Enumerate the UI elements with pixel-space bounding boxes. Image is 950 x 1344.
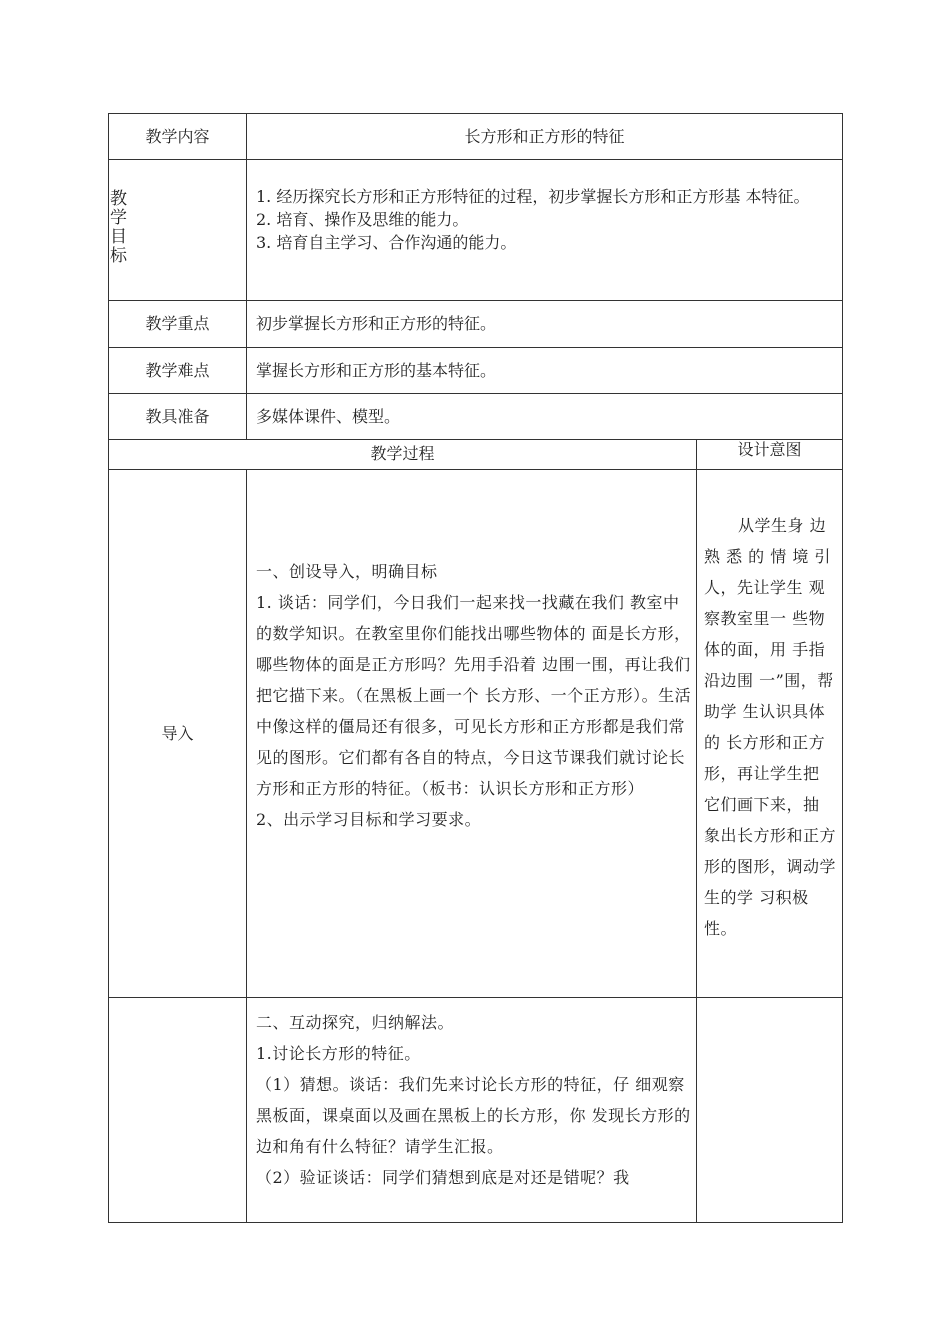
table-rule: [108, 469, 843, 470]
table-rule: [108, 347, 843, 348]
focus-value: 初步掌握长方形和正方形的特征。: [256, 314, 497, 333]
intro-label: 导入: [161, 724, 194, 743]
table-rule: [108, 159, 843, 160]
label-column-divider: [246, 469, 247, 1223]
process-header: 教学过程: [370, 444, 435, 463]
tools-value: 多媒体课件、模型。: [256, 407, 401, 426]
table-border-top: [108, 113, 843, 114]
intro-content: [256, 556, 692, 835]
tools-label: 教具准备: [145, 407, 210, 426]
explore-paragraph: 1.讨论长方形的特征。: [256, 1044, 421, 1063]
table-rule: [108, 997, 843, 998]
table-rule: [108, 393, 843, 394]
explore-heading: 二、互动探究，归纳解法。: [256, 1013, 455, 1032]
objective-item: 3. 培育自主学习、合作沟通的能力。: [256, 233, 517, 252]
table-border-left: [108, 113, 109, 1223]
intro-paragraph: 1. 谈话：同学们，今日我们一起来找一找藏在我们 教室中的数学知识。在教室里你们能找出哪些物体的 面是长方形，哪些物体的面是正方形吗？先用手沿着 边围一围，再让我们把它描下来。（在黑板上画一个 长方形、一个正方形）。生活中像这样的僵局还有很多，可见长方形和正方形都是我们常见的图形。它们都有各自的特点，今日这节课我们就讨论长方形和正方形的特征。（板书：认识长方形和正方形）: [256, 593, 692, 798]
content-value: 长方形和正方形的特征: [464, 127, 625, 146]
content-label: 教学内容: [145, 127, 210, 146]
difficulty-label: 教学难点: [145, 361, 210, 380]
table-border-right: [842, 113, 843, 1223]
label-column-divider: [246, 113, 247, 440]
focus-label: 教学重点: [145, 314, 210, 333]
design-column-divider: [696, 439, 697, 1223]
objective-item: 1. 经历探究长方形和正方形特征的过程，初步掌握长方形和正方形基 本特征。: [256, 187, 810, 206]
explore-paragraph: （1）猜想。谈话：我们先来讨论长方形的特征，仔 细观察黑板面，课桌面以及画在黑板上的长方形，你 发现长方形的边和角有什么特征？请学生汇报。: [256, 1075, 691, 1156]
explore-paragraph: （2）验证谈话：同学们猜想到底是对还是错呢？我: [256, 1168, 630, 1187]
difficulty-value: 掌握长方形和正方形的基本特征。: [256, 361, 497, 380]
table-rule: [108, 300, 843, 301]
table-border-bottom: [108, 1222, 843, 1223]
objective-item: 2. 培育、操作及思维的能力。: [256, 210, 469, 229]
intro-paragraph: 2、出示学习目标和学习要求。: [256, 810, 482, 829]
design-header: 设计意图: [737, 440, 802, 459]
explore-content: [256, 1007, 692, 1193]
objectives-list: [256, 185, 836, 254]
objectives-label: 教学目标: [110, 189, 127, 266]
intro-heading: 一、创设导入，明确目标: [256, 562, 438, 581]
intro-design-intent: 从学生身 边熟 悉 的 情 境 引人，先让学生 观察教室里一 些物体的面，用 手指沿边围 一”围，帮助学 生认识具体的 长方形和正方 形，再让学生把 它们画下来，抽 象出长方形和正方形的图形，调动学生的学 习积极性。: [704, 516, 837, 938]
